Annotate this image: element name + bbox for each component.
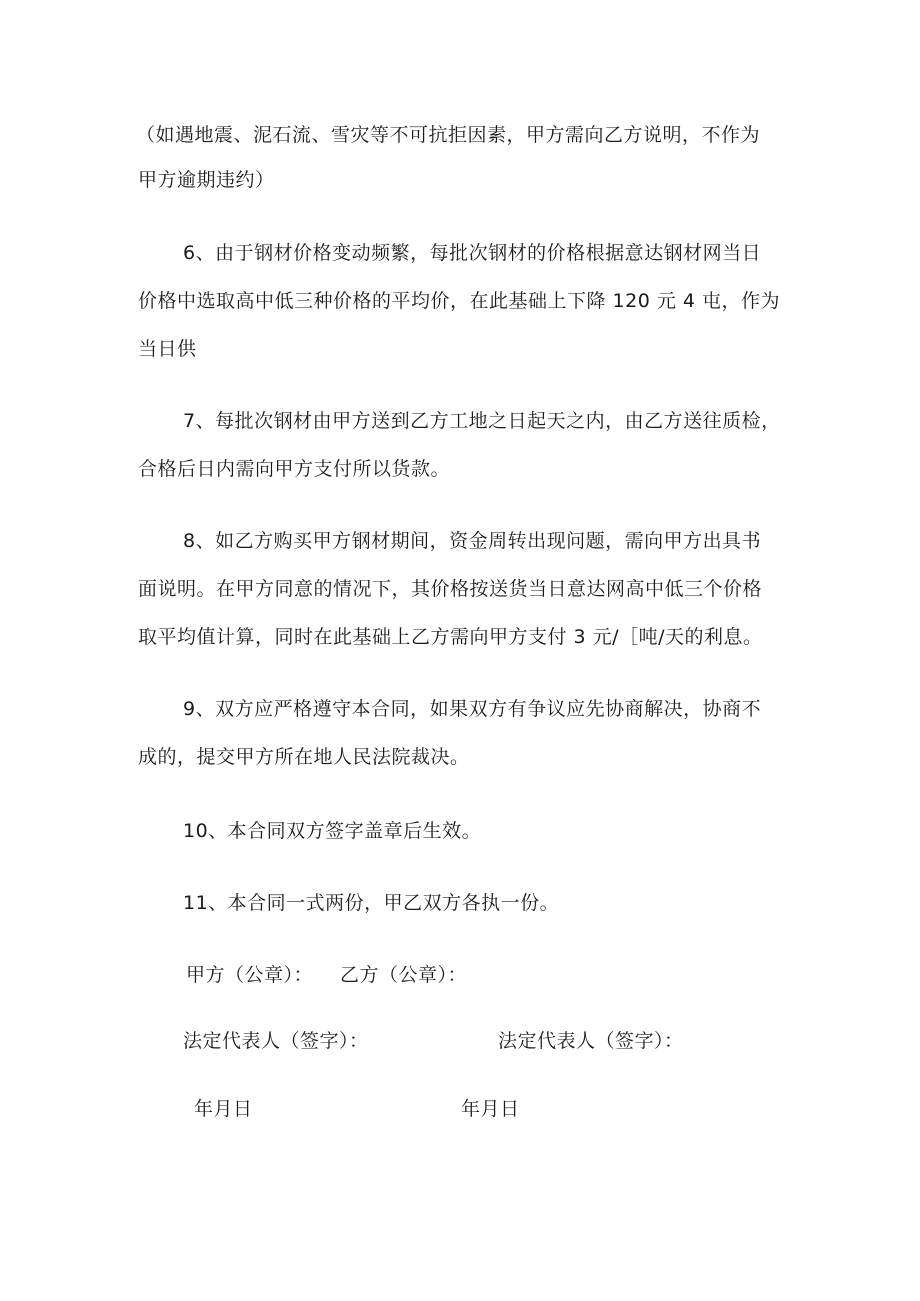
clause7-line2: 合格后日内需向甲方支付所以货款。: [138, 458, 451, 480]
clause11: 11、本合同一式两份，甲乙双方各执一份。: [183, 892, 560, 914]
clause8-line3: 取平均值计算，同时在此基础上乙方需向甲方支付 3 元/［吨/天的利息。: [138, 626, 763, 648]
clause9-line1: 9、双方应严格遵守本合同，如果双方有争议应先协商解决，协商不: [183, 698, 762, 720]
party-a-date: 年月日: [194, 1098, 253, 1120]
clause8-line1: 8、如乙方购买甲方钢材期间，资金周转出现问题，需向甲方出具书: [183, 530, 762, 552]
clause6-line3: 当日供: [138, 338, 197, 360]
clause6-line2: 价格中选取高中低三种价格的平均价，在此基础上下降 120 元 4 屯，作为: [138, 290, 781, 312]
clause5-tail-line1: （如遇地震、泥石流、雪灾等不可抗拒因素，甲方需向乙方说明，不作为: [136, 124, 761, 146]
clause5-tail-line2: 甲方逾期违约）: [138, 169, 275, 191]
clause6-line1: 6、由于钢材价格变动频繁，每批次钢材的价格根据意达钢材网当日: [183, 242, 762, 264]
party-a-rep-label: 法定代表人（签字）：: [183, 1030, 369, 1052]
clause7-line1: 7、每批次钢材由甲方送到乙方工地之日起天之内，由乙方送往质检，: [183, 410, 781, 432]
clause10: 10、本合同双方签字盖章后生效。: [183, 820, 482, 842]
clause8-line2: 面说明。在甲方同意的情况下，其价格按送货当日意达网高中低三个价格: [138, 578, 763, 600]
party-b-seal-label: 乙方（公章）：: [340, 964, 468, 986]
party-b-rep-label: 法定代表人（签字）：: [498, 1030, 684, 1052]
party-a-seal-label: 甲方（公章）：: [186, 964, 314, 986]
party-b-date: 年月日: [461, 1098, 520, 1120]
clause9-line2: 成的，提交甲方所在地人民法院裁决。: [138, 746, 470, 768]
